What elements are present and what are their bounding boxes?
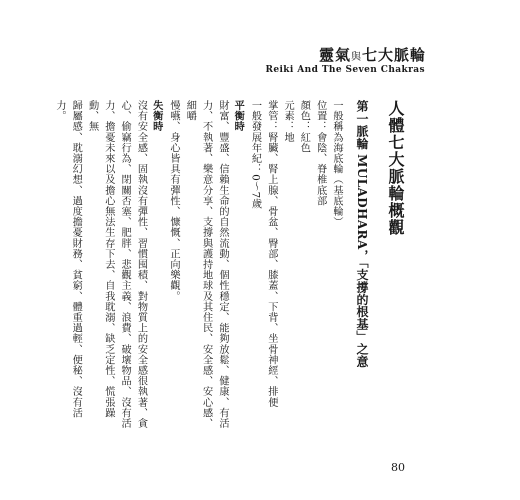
text-line: 力、不執著、樂意分享、支撐與護持地球及其住民、安全感、安心感、細嚼 bbox=[184, 100, 212, 429]
vertical-body-text bbox=[51, 100, 410, 430]
page-number: 80 bbox=[391, 461, 405, 474]
text-line: 力、擔憂未來以及擔心無法生存下去、自我耽溺、缺乏定性、慌張躁動、無 bbox=[86, 100, 114, 418]
text-line: 位置：會陰、脊椎底部 bbox=[314, 100, 326, 206]
header-title-part1: 靈氣 bbox=[318, 46, 351, 64]
section-heading: 人體七大脈輪概觀 bbox=[386, 100, 405, 236]
text-line: 元素：地 bbox=[282, 100, 294, 143]
header-title-connector: 與 bbox=[350, 52, 362, 63]
text-line: 心、偷竊行為、閉關否塞、肥胖、悲觀主義、浪費、破壞物品、沒有活 bbox=[119, 100, 131, 429]
text-line: 歸屬感、耽溺幻想、過度擔憂財務、貧窮、體重過輕、便秘、沒有活力。 bbox=[53, 100, 82, 418]
text-line-heading: 平衡時 bbox=[232, 100, 245, 132]
text-line: 一般發展年紀：0～7歲 bbox=[249, 100, 261, 210]
text-line-heading: 失衡時 bbox=[150, 100, 163, 132]
header-title-part2: 七大脈輪 bbox=[361, 46, 426, 64]
text-line: 掌管：腎臟、腎上腺、骨盆、臀部、膝蓋、下背、坐骨神經、排便 bbox=[265, 100, 277, 408]
chakra-subheading: 第一脈輪 MULADHARA，「支撐的根基」之意 bbox=[355, 100, 369, 368]
text-line: 沒有安全感、固執沒有彈性、習慣囤積、對物質上的安全感很執著、貪 bbox=[135, 100, 147, 429]
text-line: 一般稱為海底輪（基底輪） bbox=[331, 100, 342, 228]
running-header-subtitle: Reiki And The Seven Chakras bbox=[265, 65, 425, 75]
text-line: 慢嚥、身心皆具有彈性、慷慨、正向樂觀。 bbox=[168, 100, 180, 302]
text-line: 財富、豐盛、信賴生命的自然流動、個性穩定、能夠放鬆、健康、有活 bbox=[216, 100, 228, 429]
text-line: 顏色：紅色 bbox=[298, 100, 310, 153]
running-header-title bbox=[319, 44, 426, 65]
